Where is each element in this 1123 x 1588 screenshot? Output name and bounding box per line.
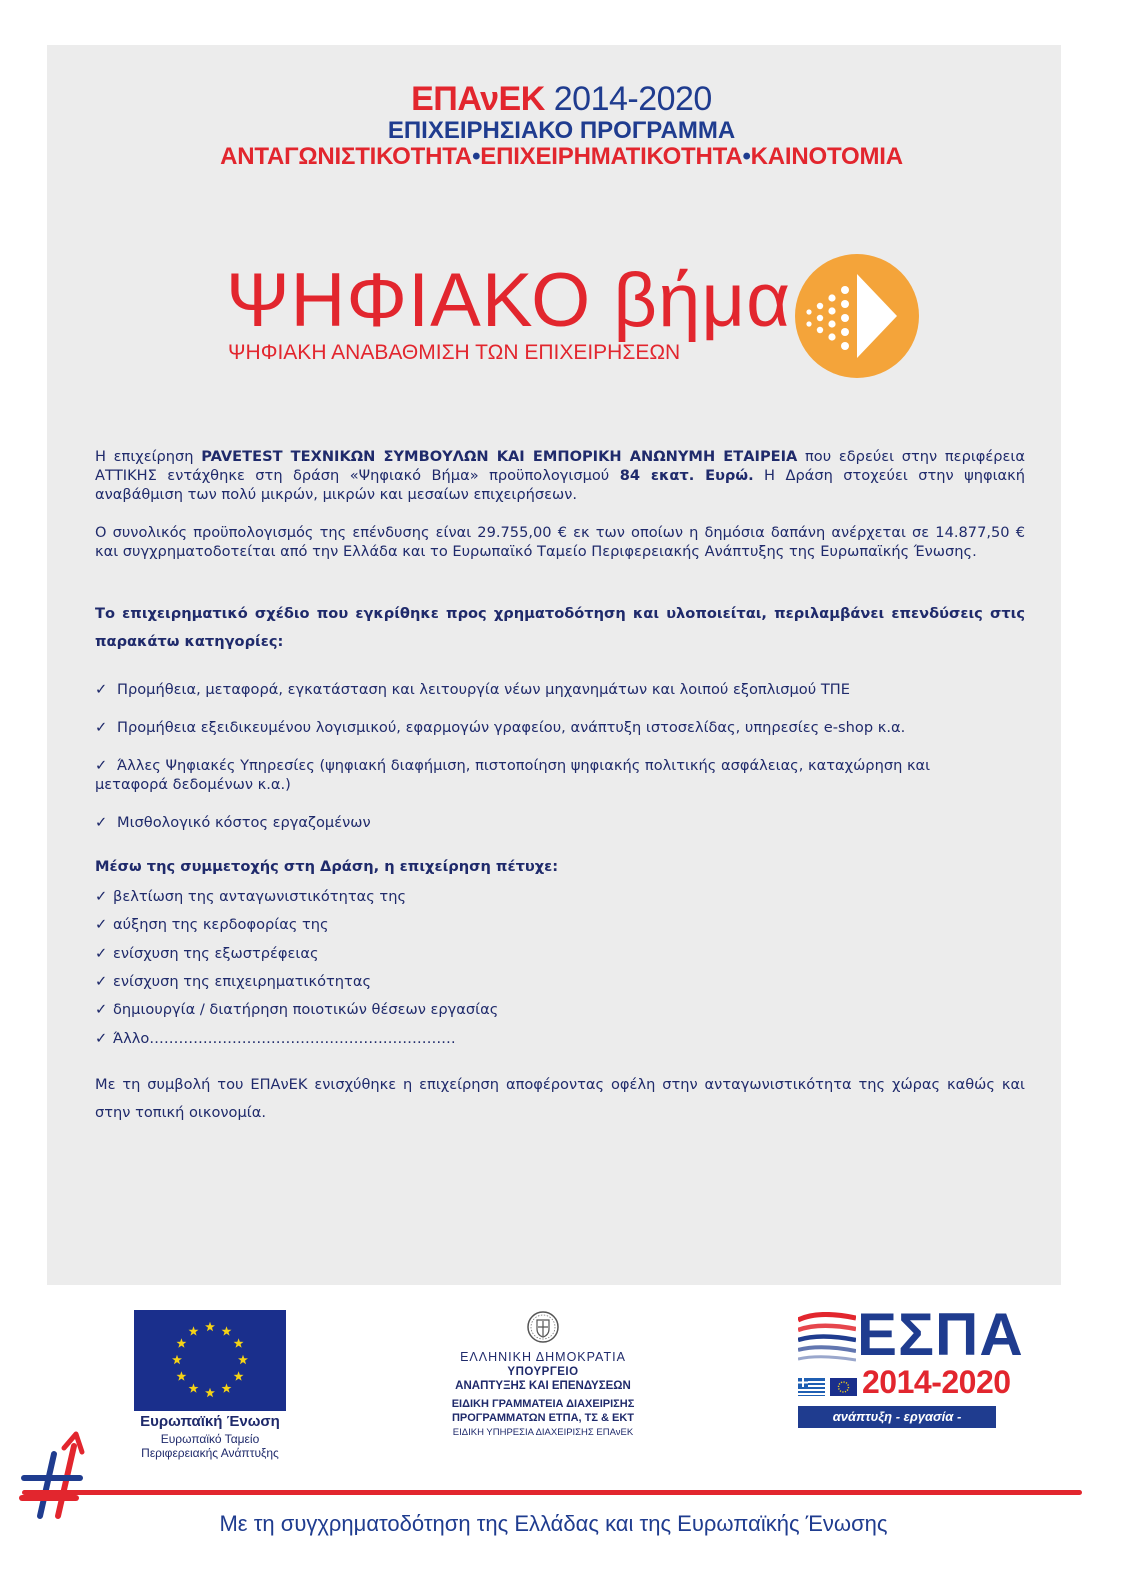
category-item [95,756,995,794]
check-icon: ✓ [95,814,108,831]
greece-eu-flags-icon [798,1378,858,1396]
eu-name: Ευρωπαϊκή Ένωση [140,1413,280,1430]
program-pillars [0,143,1123,171]
eu-flag-icon [134,1310,286,1411]
results-heading: Μέσω της συμμετοχής στη Δράση, η επιχείρηση πέτυχε: [95,858,559,875]
pillar-competitiveness: ΑΝΤΑΓΩΝΙΣΤΙΚΟΤΗΤΑ [220,143,473,170]
intro-paragraph [95,447,1025,504]
ministry-line: ΕΙΔΙΚΗ ΥΠΗΡΕΣΙΑ ΔΙΑΧΕΙΡΙΣΗΣ ΕΠΑνΕΚ [452,1427,634,1438]
cofunding-statement: Με τη συγχρηματοδότηση της Ελλάδας και της Ευρωπαϊκής Ένωσης [219,1511,888,1536]
category-text: Μισθολογικό κόστος εργαζομένων [117,814,371,831]
check-icon: ✓ [95,681,108,698]
check-icon: ✓ [95,719,108,736]
check-icon: ✓ [95,757,108,774]
intro-text-1: Η επιχείρηση [95,448,202,465]
espa-title: ΕΣΠΑ [857,1301,1024,1368]
pillar-innovation: ΚΑΙΝΟΤΟΜΙΑ [750,143,903,170]
company-name: PAVETEST ΤΕΧΝΙΚΩΝ ΣΥΜΒΟΥΛΩΝ ΚΑΙ ΕΜΠΟΡΙΚΗ ΑΝΩΝΥΜΗ ΕΤΑΙΡΕΙΑ [201,448,798,465]
ministry-line: ΕΙΔΙΚΗ ΓΡΑΜΜΑΤΕΙΑ ΔΙΑΧΕΙΡΙΣΗΣ [451,1398,635,1410]
result-item [95,1029,456,1048]
pillar-entrepreneurship: ΕΠΙΧΕΙΡΗΜΑΤΙΚΟΤΗΤΑ [480,143,743,170]
action-logo-subtitle: ΨΗΦΙΑΚΗ ΑΝΑΒΑΘΜΙΣΗ ΤΩΝ ΕΠΙΧΕΙΡΗΣΕΩΝ [228,341,681,364]
program-years: 2014-2020 [553,80,712,118]
intro-text-3: Η Δράση στοχεύει στην ψηφιακή αναβάθμιση των πολύ μικρών, μικρών και μεσαίων επιχειρήσεων. [95,467,1026,503]
plan-heading: Το επιχειρηματικό σχέδιο που εγκρίθηκε προς χρηματοδότηση και υλοποιείται, περιλαμβάνει επενδύσεις στις παρακάτω κατηγορίες: [95,605,1025,650]
result-text: βελτίωση της ανταγωνιστικότητας της [113,888,407,905]
hashtag-arrow-icon [18,1428,90,1520]
ministry-line: ΑΝΑΠΤΥΞΗΣ ΚΑΙ ΕΠΕΝΔΥΣΕΩΝ [455,1380,631,1392]
result-text: Άλλο……………………………………………………… [113,1030,456,1047]
check-icon: ✓ [95,973,108,990]
result-item [95,1000,498,1019]
program-title [0,80,1123,119]
category-item [95,680,1025,699]
result-item [95,887,406,906]
intro-text-2: που εδρεύει στην περιφέρεια ΑΤΤΙΚΗΣ εντάχθηκε στη δράση «Ψηφιακό Βήμα» προϋπολογισμού [95,448,1025,484]
eu-fund [110,1432,310,1460]
category-text: Άλλες Ψηφιακές Υπηρεσίες (ψηφιακή διαφήμιση, πιστοποίηση ψηφιακής πολιτικής ασφάλειας, καταχώρηση και μεταφορά δεδομένων κ.α.) [95,757,931,793]
ministry-line: ΕΛΛΗΝΙΚΗ ΔΗΜΟΚΡΑΤΙΑ [460,1350,626,1364]
pillar-separator: • [742,143,751,170]
espa-slogan: ανάπτυξη - εργασία - αλληλεγγύη [798,1406,996,1428]
check-icon: ✓ [95,888,108,905]
program-name: ΕΠΑνΕΚ [411,80,545,118]
ministry-line: ΥΠΟΥΡΓΕΙΟ [507,1366,579,1378]
check-icon: ✓ [95,916,108,933]
action-budget: 84 εκατ. Ευρώ. [619,467,754,484]
espa-years: 2014-2020 [862,1364,1011,1400]
check-icon: ✓ [95,945,108,962]
greek-emblem-icon [526,1310,560,1344]
pillar-separator: • [472,143,481,170]
result-item [95,915,329,934]
result-text: ενίσχυση της επιχειρηματικότητας [113,973,372,990]
check-icon: ✓ [95,1001,108,1018]
result-text: ενίσχυση της εξωστρέφειας [113,945,319,962]
program-subtitle: ΕΠΙΧΕΙΡΗΣΙΑΚΟ ΠΡΟΓΡΑΜΜΑ [387,117,736,144]
action-logo-title: ΨΗΦΙΑΚΟ βήμα [226,258,792,343]
espa-stripes-icon [798,1312,856,1362]
footer-divider [22,1490,1082,1495]
category-item [95,813,1025,832]
result-item [95,944,319,963]
category-text: Προμήθεια εξειδικευμένου λογισμικού, εφαρμογών γραφείου, ανάπτυξη ιστοσελίδας, υπηρεσίες e-shop κ.α. [117,719,906,736]
check-icon: ✓ [95,1030,108,1047]
play-arrow-icon [795,254,919,378]
category-text: Προμήθεια, μεταφορά, εγκατάσταση και λειτουργία νέων μηχανημάτων και λοιπού εξοπλισμού ΤΠΕ [117,681,850,698]
result-text: δημιουργία / διατήρηση ποιοτικών θέσεων εργασίας [113,1001,499,1018]
category-item [95,718,1025,737]
eu-fund-line: Ευρωπαϊκό Ταμείο [160,1432,260,1446]
ministry-line: ΠΡΟΓΡΑΜΜΑΤΩΝ ΕΤΠΑ, ΤΣ & ΕΚΤ [451,1412,635,1424]
budget-paragraph: Ο συνολικός προϋπολογισμός της επένδυσης είναι 29.755,00 € εκ των οποίων η δημόσια δαπάνη ανέρχεται σε 14.877,50 € και συγχρηματοδοτείται από την Ελλάδα και το Ευρωπαϊκό Ταμείο Περιφερειακής Ανάπτυξης της Ευρωπαϊκής Ένωσης. [95,524,1025,560]
result-text: αύξηση της κερδοφορίας της [113,916,329,933]
closing-paragraph: Με τη συμβολή του ΕΠΑνΕΚ ενισχύθηκε η επιχείρηση αποφέροντας οφέλη στην ανταγωνιστικότητα της χώρας καθώς και στην τοπική οικονομία. [95,1076,1025,1121]
eu-fund-line: Περιφερειακής Ανάπτυξης [141,1446,279,1460]
result-item [95,972,371,991]
